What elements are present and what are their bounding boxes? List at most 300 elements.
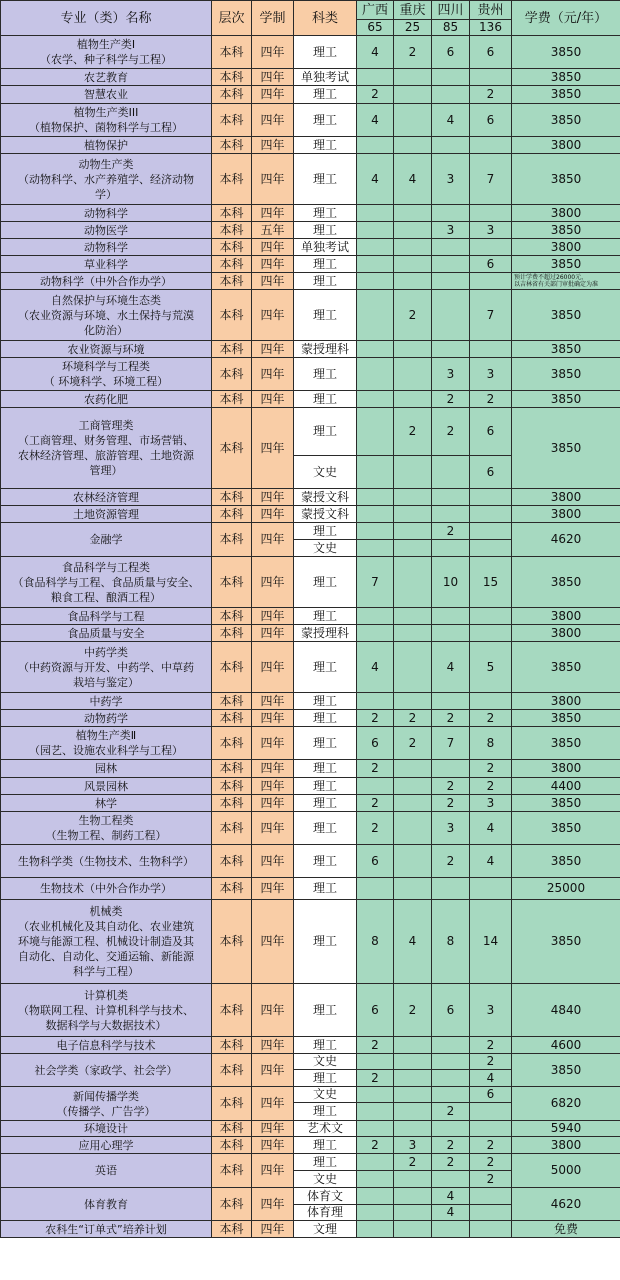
subject-cell: 理工 bbox=[294, 642, 357, 693]
major-name-line: 计算机类 bbox=[84, 988, 128, 1002]
duration-cell: 四年 bbox=[252, 273, 294, 290]
subject-cell: 理工 bbox=[294, 256, 357, 273]
fee-cell: 3850 bbox=[512, 642, 620, 693]
quota-cell bbox=[357, 1188, 394, 1205]
duration-cell: 四年 bbox=[252, 1121, 294, 1137]
quota-cell bbox=[394, 1188, 432, 1205]
quota-cell bbox=[357, 523, 394, 540]
table-row bbox=[1, 341, 620, 358]
major-name-line: 数据科学与大数据技术） bbox=[45, 1018, 167, 1032]
quota-cell bbox=[432, 290, 470, 341]
major-name-line: 农林经济管理、旅游管理、土地资源 bbox=[18, 449, 194, 462]
quota-cell bbox=[394, 1087, 432, 1103]
major-name-line: 农林经济管理 bbox=[73, 490, 139, 504]
quota-cell bbox=[394, 540, 432, 557]
quota-cell: 2 bbox=[357, 760, 394, 778]
header-total-guangxi: 65 bbox=[357, 20, 394, 36]
quota-cell bbox=[394, 878, 432, 900]
level-cell: 本科 bbox=[212, 506, 252, 523]
quota-cell bbox=[357, 1087, 394, 1103]
major-name-line: （动物科学、水产养殖学、经济动物 bbox=[18, 172, 194, 186]
quota-cell: 7 bbox=[470, 154, 512, 205]
quota-cell bbox=[470, 540, 512, 557]
quota-cell: 8 bbox=[432, 900, 470, 984]
quota-cell bbox=[432, 506, 470, 523]
quota-cell bbox=[470, 1205, 512, 1221]
quota-cell bbox=[394, 778, 432, 795]
quota-cell bbox=[394, 760, 432, 778]
quota-cell: 3 bbox=[432, 358, 470, 391]
major-name-line: （生物工程、制药工程） bbox=[45, 829, 167, 842]
quota-cell bbox=[432, 489, 470, 506]
quota-cell: 2 bbox=[470, 1154, 512, 1171]
major-name bbox=[1, 984, 212, 1037]
quota-cell bbox=[357, 239, 394, 256]
quota-cell bbox=[357, 408, 394, 456]
quota-cell bbox=[394, 69, 432, 86]
major-name bbox=[1, 205, 212, 222]
major-name-line: 生物工程类 bbox=[78, 814, 134, 827]
major-name bbox=[1, 878, 212, 900]
subject-cell: 文史 bbox=[294, 1054, 357, 1070]
header-province-guangxi: 广西 bbox=[357, 1, 394, 20]
duration-cell: 四年 bbox=[252, 408, 294, 489]
major-name-line: （农业机械化及其自动化、农业建筑 bbox=[18, 920, 194, 933]
quota-cell bbox=[394, 1121, 432, 1137]
quota-cell: 2 bbox=[432, 408, 470, 456]
quota-cell: 6 bbox=[357, 984, 394, 1037]
major-name bbox=[1, 1037, 212, 1054]
quota-cell bbox=[432, 1221, 470, 1238]
quota-cell bbox=[432, 69, 470, 86]
duration-cell: 四年 bbox=[252, 608, 294, 625]
major-name bbox=[1, 239, 212, 256]
quota-cell: 7 bbox=[432, 727, 470, 760]
quota-cell bbox=[470, 489, 512, 506]
table-row bbox=[1, 1154, 620, 1171]
major-name-line: 环境与能源工程、机械设计制造及其 bbox=[18, 935, 194, 948]
subject-cell: 理工 bbox=[294, 154, 357, 205]
major-name bbox=[1, 1154, 212, 1188]
quota-cell bbox=[470, 1221, 512, 1238]
subject-cell: 文史 bbox=[294, 456, 357, 489]
duration-cell: 四年 bbox=[252, 878, 294, 900]
fee-cell: 4620 bbox=[512, 523, 620, 557]
quota-cell bbox=[394, 1037, 432, 1054]
fee-cell: 3800 bbox=[512, 489, 620, 506]
major-name-line: （园艺、设施农业科学与工程） bbox=[29, 744, 183, 757]
major-name-line: （工商管理、财务管理、市场营销、 bbox=[18, 434, 194, 447]
level-cell: 本科 bbox=[212, 341, 252, 358]
level-cell: 本科 bbox=[212, 1137, 252, 1154]
fee-cell: 3800 bbox=[512, 625, 620, 642]
quota-cell bbox=[357, 456, 394, 489]
duration-cell: 四年 bbox=[252, 625, 294, 642]
quota-cell: 2 bbox=[394, 710, 432, 727]
level-cell: 本科 bbox=[212, 69, 252, 86]
quota-cell bbox=[470, 69, 512, 86]
duration-cell: 四年 bbox=[252, 154, 294, 205]
major-name bbox=[1, 69, 212, 86]
major-name-line: 体育教育 bbox=[84, 1197, 128, 1211]
quota-cell bbox=[470, 1188, 512, 1205]
quota-cell bbox=[357, 1205, 394, 1221]
quota-cell bbox=[394, 86, 432, 104]
quota-cell bbox=[394, 1171, 432, 1188]
table-row bbox=[1, 506, 620, 523]
table-row bbox=[1, 256, 620, 273]
major-name-line: 动物医学 bbox=[84, 223, 128, 237]
major-name-line: （中药资源与开发、中药学、中草药 bbox=[18, 660, 194, 674]
quota-cell: 4 bbox=[357, 36, 394, 69]
subject-cell: 理工 bbox=[294, 222, 357, 239]
quota-cell: 2 bbox=[394, 727, 432, 760]
quota-cell bbox=[394, 358, 432, 391]
fee-cell: 3800 bbox=[512, 760, 620, 778]
major-name-line: 学） bbox=[95, 187, 117, 201]
quota-cell bbox=[357, 778, 394, 795]
major-name-line: 粮食工程、酿酒工程） bbox=[51, 590, 161, 604]
duration-cell: 四年 bbox=[252, 1037, 294, 1054]
quota-cell: 2 bbox=[432, 845, 470, 878]
major-name bbox=[1, 358, 212, 391]
quota-cell bbox=[394, 693, 432, 710]
subject-cell: 蒙授文科 bbox=[294, 506, 357, 523]
quota-cell bbox=[394, 642, 432, 693]
duration-cell: 四年 bbox=[252, 760, 294, 778]
major-name bbox=[1, 642, 212, 693]
level-cell: 本科 bbox=[212, 812, 252, 845]
quota-cell bbox=[432, 1037, 470, 1054]
major-name bbox=[1, 760, 212, 778]
quota-cell bbox=[432, 137, 470, 154]
quota-cell bbox=[394, 523, 432, 540]
major-name-line: 应用心理学 bbox=[78, 1138, 134, 1152]
fee-note-line: 以吉林省有关部门审批确定为准 bbox=[514, 281, 599, 288]
quota-cell: 2 bbox=[432, 778, 470, 795]
major-name-line: （物联网工程、计算机科学与技术、 bbox=[18, 1003, 194, 1017]
duration-cell: 五年 bbox=[252, 222, 294, 239]
duration-cell: 四年 bbox=[252, 86, 294, 104]
header-duration: 学制 bbox=[252, 1, 294, 36]
major-name bbox=[1, 727, 212, 760]
fee-cell: 3800 bbox=[512, 205, 620, 222]
header-major: 专业（类）名称 bbox=[1, 1, 212, 36]
major-name bbox=[1, 710, 212, 727]
level-cell: 本科 bbox=[212, 710, 252, 727]
major-name-line: 自动化、自动化、交通运输、新能源 bbox=[18, 950, 194, 963]
table-row bbox=[1, 222, 620, 239]
quota-cell: 2 bbox=[394, 984, 432, 1037]
subject-cell: 理工 bbox=[294, 36, 357, 69]
level-cell: 本科 bbox=[212, 36, 252, 69]
quota-cell bbox=[432, 608, 470, 625]
major-name bbox=[1, 489, 212, 506]
quota-cell bbox=[357, 391, 394, 408]
quota-cell bbox=[394, 845, 432, 878]
duration-cell: 四年 bbox=[252, 1054, 294, 1087]
quota-cell bbox=[432, 1171, 470, 1188]
subject-cell: 理工 bbox=[294, 778, 357, 795]
quota-cell: 2 bbox=[432, 795, 470, 812]
level-cell: 本科 bbox=[212, 557, 252, 608]
duration-cell: 四年 bbox=[252, 1137, 294, 1154]
fee-cell: 免费 bbox=[512, 1221, 620, 1238]
fee-cell: 3850 bbox=[512, 812, 620, 845]
major-name-line: 智慧农业 bbox=[84, 88, 128, 101]
fee-cell: 5000 bbox=[512, 1154, 620, 1188]
quota-cell bbox=[357, 1154, 394, 1171]
quota-cell bbox=[357, 358, 394, 391]
duration-cell: 四年 bbox=[252, 137, 294, 154]
table-row bbox=[1, 1054, 620, 1070]
header-level: 层次 bbox=[212, 1, 252, 36]
quota-cell bbox=[394, 273, 432, 290]
quota-cell: 3 bbox=[470, 358, 512, 391]
major-name-line: 中药学类 bbox=[84, 645, 128, 659]
quota-cell: 6 bbox=[357, 845, 394, 878]
level-cell: 本科 bbox=[212, 693, 252, 710]
header-province-chongqing: 重庆 bbox=[394, 1, 432, 20]
quota-cell bbox=[357, 222, 394, 239]
quota-cell bbox=[470, 205, 512, 222]
table-body bbox=[1, 1, 620, 1238]
level-cell: 本科 bbox=[212, 273, 252, 290]
quota-cell bbox=[394, 489, 432, 506]
quota-cell: 4 bbox=[357, 154, 394, 205]
header-subject: 科类 bbox=[294, 1, 357, 36]
subject-cell: 理工 bbox=[294, 104, 357, 137]
quota-cell bbox=[357, 506, 394, 523]
table-row bbox=[1, 1221, 620, 1238]
major-name-line: 植物生产类Ⅰ bbox=[76, 38, 136, 51]
header-total-sichuan: 85 bbox=[432, 20, 470, 36]
quota-cell: 2 bbox=[432, 1137, 470, 1154]
quota-cell: 2 bbox=[470, 86, 512, 104]
major-name bbox=[1, 36, 212, 69]
quota-cell bbox=[470, 273, 512, 290]
major-name bbox=[1, 608, 212, 625]
fee-cell: 3800 bbox=[512, 693, 620, 710]
quota-cell: 7 bbox=[470, 290, 512, 341]
level-cell: 本科 bbox=[212, 205, 252, 222]
fee-cell: 3800 bbox=[512, 506, 620, 523]
major-name-line: 环境设计 bbox=[84, 1122, 128, 1135]
duration-cell: 四年 bbox=[252, 1087, 294, 1121]
quota-cell bbox=[470, 625, 512, 642]
major-name-line: 动物科学 bbox=[84, 240, 128, 254]
quota-cell: 4 bbox=[432, 642, 470, 693]
table-row bbox=[1, 557, 620, 608]
major-name bbox=[1, 408, 212, 489]
header-province-guizhou: 贵州 bbox=[470, 1, 512, 20]
major-name bbox=[1, 778, 212, 795]
quota-cell: 6 bbox=[470, 256, 512, 273]
table-row bbox=[1, 608, 620, 625]
quota-cell bbox=[432, 256, 470, 273]
major-name-line: （农学、种子科学与工程） bbox=[40, 53, 172, 66]
fee-cell: 3850 bbox=[512, 727, 620, 760]
quota-cell bbox=[394, 239, 432, 256]
quota-cell: 7 bbox=[357, 557, 394, 608]
table-row bbox=[1, 205, 620, 222]
major-name-line: 化防治） bbox=[84, 323, 128, 337]
major-name bbox=[1, 523, 212, 557]
quota-cell: 2 bbox=[432, 523, 470, 540]
level-cell: 本科 bbox=[212, 1221, 252, 1238]
quota-cell: 4 bbox=[432, 1205, 470, 1221]
major-name bbox=[1, 1121, 212, 1137]
level-cell: 本科 bbox=[212, 778, 252, 795]
quota-cell: 3 bbox=[470, 984, 512, 1037]
subject-cell: 理工 bbox=[294, 727, 357, 760]
major-name bbox=[1, 256, 212, 273]
table-row bbox=[1, 727, 620, 760]
subject-cell: 理工 bbox=[294, 391, 357, 408]
major-name-line: 农艺教育 bbox=[84, 70, 128, 84]
quota-cell bbox=[357, 1054, 394, 1070]
major-name-line: 食品质量与安全 bbox=[67, 626, 145, 640]
table-row bbox=[1, 812, 620, 845]
duration-cell: 四年 bbox=[252, 69, 294, 86]
major-name-line: 农科生“订单式”培养计划 bbox=[45, 1222, 167, 1236]
level-cell: 本科 bbox=[212, 760, 252, 778]
subject-cell: 理工 bbox=[294, 710, 357, 727]
table-row bbox=[1, 523, 620, 540]
subject-cell: 理工 bbox=[294, 1137, 357, 1154]
major-name-line: 植物保护 bbox=[84, 138, 128, 152]
subject-cell: 理工 bbox=[294, 557, 357, 608]
fee-cell: 3850 bbox=[512, 154, 620, 205]
quota-cell bbox=[394, 137, 432, 154]
quota-cell bbox=[470, 137, 512, 154]
major-name bbox=[1, 1137, 212, 1154]
header-fee: 学费（元/年） bbox=[512, 1, 620, 36]
quota-cell bbox=[432, 341, 470, 358]
major-name-line: 植物生产类Ⅱ bbox=[75, 729, 137, 742]
table-row bbox=[1, 36, 620, 69]
quota-cell bbox=[432, 625, 470, 642]
duration-cell: 四年 bbox=[252, 557, 294, 608]
quota-cell bbox=[357, 608, 394, 625]
quota-cell bbox=[357, 540, 394, 557]
quota-cell: 4 bbox=[470, 1070, 512, 1087]
fee-cell: 4600 bbox=[512, 1037, 620, 1054]
fee-note-line: 预计学费不超过26000元， bbox=[514, 274, 588, 281]
major-name-line: 草业科学 bbox=[84, 257, 128, 271]
quota-cell bbox=[394, 506, 432, 523]
level-cell: 本科 bbox=[212, 408, 252, 489]
level-cell: 本科 bbox=[212, 256, 252, 273]
major-name-line: 食品科学与工程 bbox=[67, 609, 145, 623]
duration-cell: 四年 bbox=[252, 36, 294, 69]
subject-cell: 理工 bbox=[294, 845, 357, 878]
table-row bbox=[1, 984, 620, 1037]
header-total-chongqing: 25 bbox=[394, 20, 432, 36]
fee-cell: 4620 bbox=[512, 1188, 620, 1221]
quota-cell: 4 bbox=[357, 642, 394, 693]
subject-cell: 理工 bbox=[294, 693, 357, 710]
subject-cell: 理工 bbox=[294, 1103, 357, 1121]
fee-cell: 3850 bbox=[512, 710, 620, 727]
quota-cell bbox=[357, 1121, 394, 1137]
quota-cell bbox=[470, 1103, 512, 1121]
major-name bbox=[1, 506, 212, 523]
quota-cell: 2 bbox=[394, 408, 432, 456]
subject-cell: 蒙授理科 bbox=[294, 625, 357, 642]
quota-cell bbox=[470, 506, 512, 523]
table-row bbox=[1, 104, 620, 137]
major-name bbox=[1, 391, 212, 408]
fee-cell: 3850 bbox=[512, 408, 620, 489]
fee-cell: 3850 bbox=[512, 900, 620, 984]
level-cell: 本科 bbox=[212, 1188, 252, 1221]
quota-cell bbox=[357, 69, 394, 86]
subject-cell: 文史 bbox=[294, 1171, 357, 1188]
quota-cell: 2 bbox=[394, 36, 432, 69]
major-name bbox=[1, 557, 212, 608]
quota-cell bbox=[394, 205, 432, 222]
quota-cell: 4 bbox=[394, 900, 432, 984]
table-row bbox=[1, 625, 620, 642]
duration-cell: 四年 bbox=[252, 727, 294, 760]
fee-cell: 3850 bbox=[512, 557, 620, 608]
major-name-line: 园林 bbox=[95, 762, 117, 775]
quota-cell bbox=[470, 239, 512, 256]
table-row bbox=[1, 1188, 620, 1205]
major-name-line: 农药化肥 bbox=[84, 392, 128, 406]
table-row bbox=[1, 878, 620, 900]
table-row bbox=[1, 642, 620, 693]
duration-cell: 四年 bbox=[252, 523, 294, 557]
level-cell: 本科 bbox=[212, 845, 252, 878]
quota-cell: 2 bbox=[394, 1154, 432, 1171]
quota-cell bbox=[394, 1054, 432, 1070]
table-row bbox=[1, 845, 620, 878]
quota-cell: 2 bbox=[357, 86, 394, 104]
major-name-line: 土地资源管理 bbox=[73, 507, 139, 521]
level-cell: 本科 bbox=[212, 391, 252, 408]
fee-cell: 4400 bbox=[512, 778, 620, 795]
quota-cell: 4 bbox=[432, 104, 470, 137]
quota-cell bbox=[357, 273, 394, 290]
quota-cell bbox=[357, 290, 394, 341]
table-row bbox=[1, 1037, 620, 1054]
quota-cell bbox=[432, 1121, 470, 1137]
duration-cell: 四年 bbox=[252, 104, 294, 137]
quota-cell bbox=[470, 523, 512, 540]
level-cell: 本科 bbox=[212, 984, 252, 1037]
quota-cell: 5 bbox=[470, 642, 512, 693]
table-row bbox=[1, 239, 620, 256]
level-cell: 本科 bbox=[212, 1154, 252, 1188]
subject-cell: 蒙授理科 bbox=[294, 341, 357, 358]
header-province-sichuan: 四川 bbox=[432, 1, 470, 20]
subject-cell: 理工 bbox=[294, 760, 357, 778]
major-name-line: 动物科学 bbox=[84, 206, 128, 220]
fee-cell: 3850 bbox=[512, 358, 620, 391]
major-name bbox=[1, 693, 212, 710]
table-row bbox=[1, 760, 620, 778]
duration-cell: 四年 bbox=[252, 795, 294, 812]
major-name bbox=[1, 341, 212, 358]
major-name bbox=[1, 222, 212, 239]
table-row bbox=[1, 778, 620, 795]
quota-cell: 8 bbox=[357, 900, 394, 984]
quota-cell: 6 bbox=[470, 1087, 512, 1103]
major-name-line: 栽培与鉴定） bbox=[73, 675, 139, 689]
level-cell: 本科 bbox=[212, 1054, 252, 1087]
